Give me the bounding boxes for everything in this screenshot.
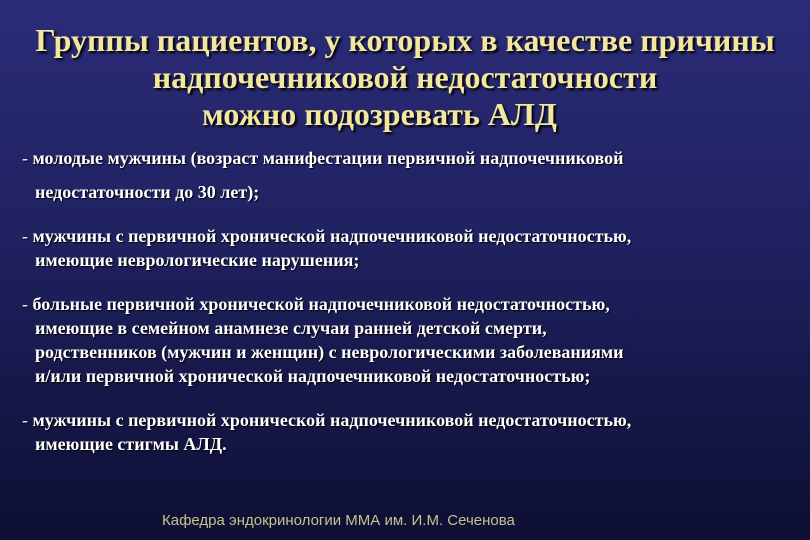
bullet-line: - мужчины с первичной хронической надпочечниковой недостаточностью, (22, 224, 782, 248)
title-line-1: Группы пациентов, у которых в качестве причины (35, 22, 775, 58)
bullet-line: имеющие стигмы АЛД. (35, 434, 227, 454)
bullet-line: имеющие неврологические нарушения; (35, 250, 360, 270)
bullet-line: - молодые мужчины (возраст манифестации первичной надпочечниковой (22, 146, 782, 170)
footer-caption: Кафедра эндокринологии ММА им. И.М. Сеченова (162, 512, 515, 529)
title-line-3: можно подозревать АЛД (202, 96, 557, 132)
bullet-line: недостаточности до 30 лет); (35, 182, 260, 202)
slide-title (0, 22, 810, 133)
bullet-item-4 (22, 408, 782, 456)
title-line-2: надпочечниковой недостаточности (152, 59, 658, 95)
bullet-line: - мужчины с первичной хронической надпочечниковой недостаточностью, (22, 408, 782, 432)
bullet-item-1 (22, 146, 782, 204)
bullet-line: - больные первичной хронической надпочечниковой недостаточностью, (22, 292, 782, 316)
bullet-item-3 (22, 292, 782, 388)
bullet-line: имеющие в семейном анамнезе случаи ранней детской смерти, (35, 318, 547, 338)
bullet-list (22, 146, 782, 476)
bullet-item-2 (22, 224, 782, 272)
bullet-line: родственников (мужчин и женщин) с неврологическими заболеваниями (35, 342, 624, 362)
bullet-line: и/или первичной хронической надпочечниковой недостаточностью; (35, 366, 591, 386)
